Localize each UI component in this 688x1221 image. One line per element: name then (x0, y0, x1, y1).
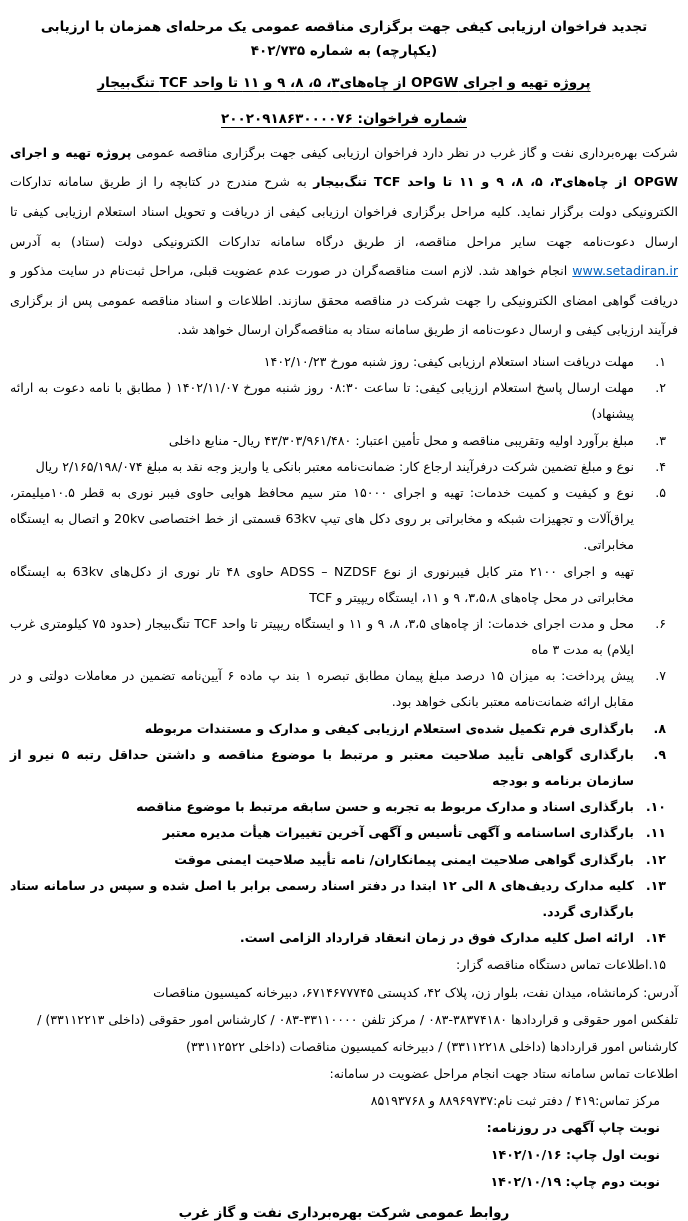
setad-contact-heading: اطلاعات تماس سامانه ستاد جهت انجام مراحل عضویت در سامانه: (329, 1065, 678, 1081)
list-item-text: مهلت ارسال پاسخ استعلام ارزیابی کیفی: تا ساعت ۰۸:۳۰ روز شنبه مورخ ۱۴۰۲/۱۱/۰۷ ( مطابق با نامه دعوت به ارائه پیشنهاد) (10, 380, 634, 422)
list-item-number: ۲. (655, 380, 666, 396)
list-item-text: مهلت دریافت اسناد استعلام ارزیابی کیفی: روز شنبه مورخ ۱۴۰۲/۱۰/۲۳ (263, 354, 634, 370)
tender-list-item (10, 611, 666, 663)
list-item-text: بارگذاری اساسنامه و آگهی تأسیس و آگهی آخرین تغییرات هیأت مدیره معتبر (162, 825, 634, 841)
list-item-text: محل و مدت اجرای خدمات: از چاه‌های ۳،۵، ۸، ۹ و ۱۱ و ایستگاه ریپیتر تا واحد TCF تنگ‌بیجار (حدود ۷۵ کیلومتری غرب ایلام) به مدت ۳ ماه (10, 615, 634, 658)
contact-phones-line2: کارشناس امور قراردادها (داخلی ۳۳۱۱۲۲۱۸) / دبیرخانه کمیسیون مناقصات (داخلی ۳۳۱۱۲۵۲۲) (186, 1038, 678, 1054)
list-item-number: ۳. (655, 432, 666, 448)
tender-list-item (10, 820, 666, 846)
tender-list-item (10, 847, 666, 873)
document-title-line2: پروژه تهیه و اجرای OPGW از چاه‌های۳، ۵، ۸، ۹ و ۱۱ تا واحد TCF تنگ‌بیجار (97, 75, 591, 92)
list-item-text: نوع و مبلغ تضمین شرکت درفرآیند ارجاع کار: ضمانت‌نامه معتبر بانکی یا واریز وجه نقد به مبلغ ۲/۱۶۵/۱۹۸/۰۷۴ ریال (35, 458, 634, 474)
publication-first-print: نوبت اول چاپ: ۱۴۰۲/۱۰/۱۶ (490, 1147, 660, 1163)
list-item-text: بارگذاری گواهی تأیید صلاحیت معتبر و مرتبط با موضوع مناقصه و داشتن حداقل رتبه ۵ نیرو از سازمان برنامه و بودجه (10, 746, 634, 789)
item-15-heading: ۱۵.اطلاعات تماس دستگاه مناقصه گزار: (456, 957, 666, 973)
tender-list-item (10, 454, 666, 480)
contact-phones-line1: تلفکس امور حقوقی و قراردادها ۳۸۳۷۴۱۸۰-۰۸۳ / مرکز تلفن ۳۳۱۱۰۰۰۰-۰۸۳ / کارشناس امور حقوقی (داخلی ۳۳۱۱۲۲۱۳) / (37, 1011, 678, 1027)
intro-paragraph (10, 138, 678, 345)
list-item-text: بارگذاری گواهی صلاحیت ایمنی پیمانکاران/ نامه تأیید صلاحیت ایمنی موقت (174, 851, 634, 867)
list-item-number: ۹. (653, 746, 666, 762)
list-item-number: ۶. (655, 615, 666, 631)
tender-list-item (10, 349, 666, 375)
setadiran-link[interactable]: www.setadiran.ir (572, 263, 678, 279)
tender-list-item (10, 873, 666, 925)
document-title-line1: تجدید فراخوان ارزیابی کیفی جهت برگزاری مناقصه عمومی یک مرحله‌ای همزمان با ارزیابی (یکپارچه) به شماره ۴۰۲/۷۳۵ (40, 19, 648, 59)
list-item-text: ارائه اصل کلیه مدارک فوق در زمان انعقاد قرارداد الزامی است. (239, 930, 634, 946)
list-item-text: کلیه مدارک ردیف‌های ۸ الی ۱۲ ابتدا در دفتر اسناد رسمی برابر با اصل شده و سپس در سامانه ستاد بارگذاری گردد. (10, 877, 634, 919)
intro-text-segment: پروژه تهیه و اجرای OPGW از چاه‌های۳، ۵، ۸، ۹ و ۱۱ تا واحد TCF تنگ‌بیجار (10, 144, 679, 190)
list-item-number: ۷. (655, 668, 666, 684)
tender-list-item (10, 716, 666, 742)
public-relations-signature: روابط عمومی شرکت بهره‌برداری نفت و گاز غرب (178, 1205, 510, 1221)
publication-heading: نوبت چاپ آگهی در روزنامه: (486, 1120, 660, 1136)
intro-text-segment: به شرح مندرج در کتابچه را از طریق سامانه تدارکات الکترونیکی دولت برگزار نماید. کلیه مراحل برگزاری فراخوان ارزیابی کیفی از دریافت و تحویل اسناد استعلام ارزیابی کیفی تا ارسال دعوت‌نامه جهت سایر مراحل مناقصه، از طریق درگاه سامانه تدارکات الکترونیکی دولت (ستاد) به آدرس (10, 174, 678, 249)
intro-text-segment: انجام خواهد شد. لازم است مناقصه‌گران در صورت عدم عضویت قبلی، مراحل ثبت‌نام در سایت مذکور و دریافت گواهی امضای الکترونیکی را جهت شرکت در مناقصه محقق سازند. اطلاعات و اسناد مناقصه عمومی پس از برگزاری فرآیند ارزیابی کیفی و ارسال دعوت‌نامه از طریق سامانه ستاد به مناقصه‌گران ارسال خواهد شد. (10, 263, 678, 338)
tender-list-item (10, 663, 666, 715)
list-item-number: ۴. (655, 458, 666, 474)
list-item-text: بارگذاری فرم تکمیل شده‌ی استعلام ارزیابی کیفی و مدارک و مستندات مربوطه (144, 720, 634, 736)
tender-list-item (10, 480, 666, 611)
tender-list-item (10, 742, 666, 794)
tender-items-list (10, 349, 678, 951)
list-item-text: بارگذاری اسناد و مدارک مربوط به تجربه و حسن سابقه مرتبط با موضوع مناقصه (136, 799, 634, 815)
contact-address: آدرس: کرمانشاه، میدان نفت، بلوار زن، پلاک ۴۲، کدپستی ۶۷۱۴۶۷۷۷۴۵، دبیرخانه کمیسیون مناقصات (153, 984, 678, 1000)
intro-text-segment: شرکت بهره‌برداری نفت و گاز غرب در نظر دارد فراخوان ارزیابی کیفی جهت برگزاری مناقصه عمومی (131, 144, 678, 160)
list-item-number: ۵. (655, 484, 666, 500)
tender-list-item (10, 925, 666, 951)
list-item-number: ۱۲. (645, 851, 666, 867)
tender-list-item (10, 794, 666, 820)
list-item-number: ۸. (653, 720, 666, 736)
list-item-number: ۱۰. (645, 799, 666, 815)
list-item-number: ۱۴. (645, 930, 666, 946)
tender-list-item (10, 375, 666, 427)
list-item-number: ۱۳. (645, 877, 666, 893)
tender-reference-number: شماره فراخوان: ۲۰۰۲۰۹۱۸۶۳۰۰۰۰۷۶ (221, 110, 467, 127)
list-item-text: مبلغ برآورد اولیه وتقریبی مناقصه و محل تأمین اعتبار: ۴۳/۳۰۳/۹۶۱/۴۸۰ ریال- منابع داخلی (168, 432, 634, 448)
setad-contact-numbers: مرکز تماس:۴۱۹ / دفتر ثبت نام:۸۸۹۶۹۷۳۷ و ۸۵۱۹۳۷۶۸ (370, 1093, 660, 1109)
list-item-number: ۱. (655, 354, 666, 370)
list-item-number: ۱۱. (645, 825, 666, 841)
list-item-text: نوع و کیفیت و کمیت خدمات: تهیه و اجرای ۱۵۰۰۰ متر سیم محافظ هوایی حاوی فیبر نوری به قطر ۱۰.۵میلیمتر، یراق‌آلات و تجهیزات شبکه و مخابراتی بر روی دکل های تیپ 63kv قسمتی از خط اختصاصی 20kv و اتصال به ایستگاه مخابراتی. تهیه و اجرای ۲۱۰۰ متر کابل فیبرنوری از نوع ADSS – NZDSF حاوی ۴۸ تار نوری از دکل‌های 63kv به ایستگاه مخابراتی در محل چاه‌های ۳،۵،۸، ۹ و ۱۱، ایستگاه ریپیتر و TCF (10, 484, 634, 605)
list-item-text: پیش پرداخت: به میزان ۱۵ درصد مبلغ پیمان مطابق تبصره ۱ بند پ ماده ۶ آیین‌نامه تضمین در معاملات دولتی و در مقابل ارائه ضمانت‌نامه معتبر بانکی خواهد بود. (10, 668, 634, 710)
tender-list-item (10, 428, 666, 454)
publication-second-print: نوبت دوم چاپ: ۱۴۰۲/۱۰/۱۹ (490, 1174, 660, 1190)
